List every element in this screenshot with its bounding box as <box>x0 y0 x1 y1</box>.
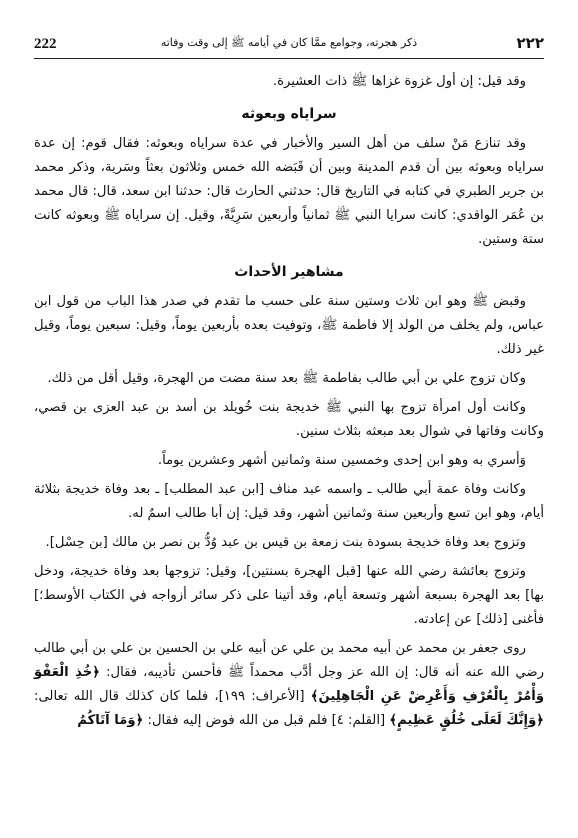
page-header <box>34 30 544 59</box>
paragraph-isra: وَأسري به وهو ابن إحدى وخمسين سنة وثمانين أشهر وعشرين يوماً. <box>157 453 526 468</box>
verse-reference-qalam: [القلم: ٤] فلم قبل من الله فوض إليه فقال: <box>147 713 386 728</box>
verse-reference-araf: [الأعراف: ١٩٩]، فلما كان كذلك قال الله تعالى: <box>34 689 305 704</box>
paragraph-ali-marriage: وكان تزوج علي بن أبي طالب بفاطمة ﷺ بعد سنة مضت من الهجرة، وقيل أقل من ذلك. <box>47 371 526 386</box>
paragraph-adab <box>34 637 544 733</box>
narration-text: روى جعفر بن محمد عن أبيه محمد بن علي عن أبيه علي بن الحسين بن علي بن أبي طالب رضي الله عنه أنه قال: إن الله عز وجل أدَّب محمداً ﷺ فأحسن تأديبه، فقال: <box>34 641 544 680</box>
paragraph-sawda: وتزوج بعد وفاة خديجة بسودة بنت زمعة بن قيس بن عبد وُدُّ بن نصر بن مالك [بن حِسْل]. <box>45 535 526 550</box>
page-number-latin: 222 <box>34 36 57 52</box>
paragraph-aisha: وتزوج بعائشة رضي الله عنها [قبل الهجرة بسنتين]، وقيل: تزوجها بعد وفاة خديجة، ودخل بها] بعد الهجرة بسبعة أشهر وتسعة أيام، وقد أتينا على ذكر سائر أزواجه في الكتاب الأوسط؛] فأغنى [ذلك] عن إعادته. <box>34 564 544 627</box>
page-number-arabic: ٢٢٢ <box>516 34 544 52</box>
paragraph-khadija: وكانت أول امرأة تزوج بها النبي ﷺ خديجة بنت خُويلد بن أسد بن عبد العزى بن قصي، وكانت وفاتها في شوال بعد مبعثه بثلاث سنين. <box>34 400 544 439</box>
running-title: ذكر هجرته، وجوامع ممَّا كان في أيامه ﷺ إلى وقت وفاته <box>160 36 418 49</box>
page-body <box>34 70 544 738</box>
paragraph-first-raid: وقد قيل: إن أول غزوة غزاها ﷺ ذات العشيرة. <box>272 74 526 89</box>
quran-verse-qalam: ﴿وَإِنَّكَ لَعَلَى خُلُقٍ عَظِيمٍ﴾ <box>389 713 544 728</box>
quran-verse-partial: ﴿وَمَا آتَاكُمُ <box>77 713 144 728</box>
quran-verse-araf: ﴿خُذِ الْعَفْوَ وَأْمُرْ بِالْعُرْفِ وَأَعْرِضْ عَنِ الْجَاهِلِينَ﴾ <box>34 665 545 704</box>
paragraph-expeditions: وقد تنازع مَنْ سلف من أهل السير والأخبار في عدة سراياه وبعوثه: فقال قوم: إن عدة سراياه وبعوثه بين أن قدم المدينة وبين أن قَبَضه الله خمس وثلاثون بعثاً وسَرية، وذكر محمد بن جرير الطبري في كتابه في التاريخ قال: حدثني الحارث قال: حدثنا ابن سعد، قال: قال محمد بن عُمَر الواقدي: كانت سرايا النبي ﷺ ثمانياً وأربعين سَرِيَّةً، وقيل. إن سراياه ﷺ وبعوثه كانت ستة وستين. <box>34 136 544 247</box>
paragraph-abu-talib: وكانت وفاة عمة أبي طالب ـ واسمه عبد مناف [ابن عبد المطلب] ـ بعد وفاة خديجة بثلاثة أيام، وهو ابن تسع وأربعين سنة وثمانين أشهر، وقد قيل: إن أبا طالب اسمٌ له. <box>34 482 544 521</box>
section-heading-expeditions: سراياه وبعوثه <box>241 106 337 122</box>
section-heading-events: مشاهير الأحداث <box>234 264 344 280</box>
paragraph-death: وقبض ﷺ وهو ابن ثلاث وستين سنة على حسب ما تقدم في صدر هذا الباب من قول ابن عباس، ولم يخلف من الولد إلا فاطمة ﷺ، وتوفيت بعده بأربعين يوماً، وقيل: سبعين يوماً، وقيل غير ذلك. <box>34 294 544 357</box>
